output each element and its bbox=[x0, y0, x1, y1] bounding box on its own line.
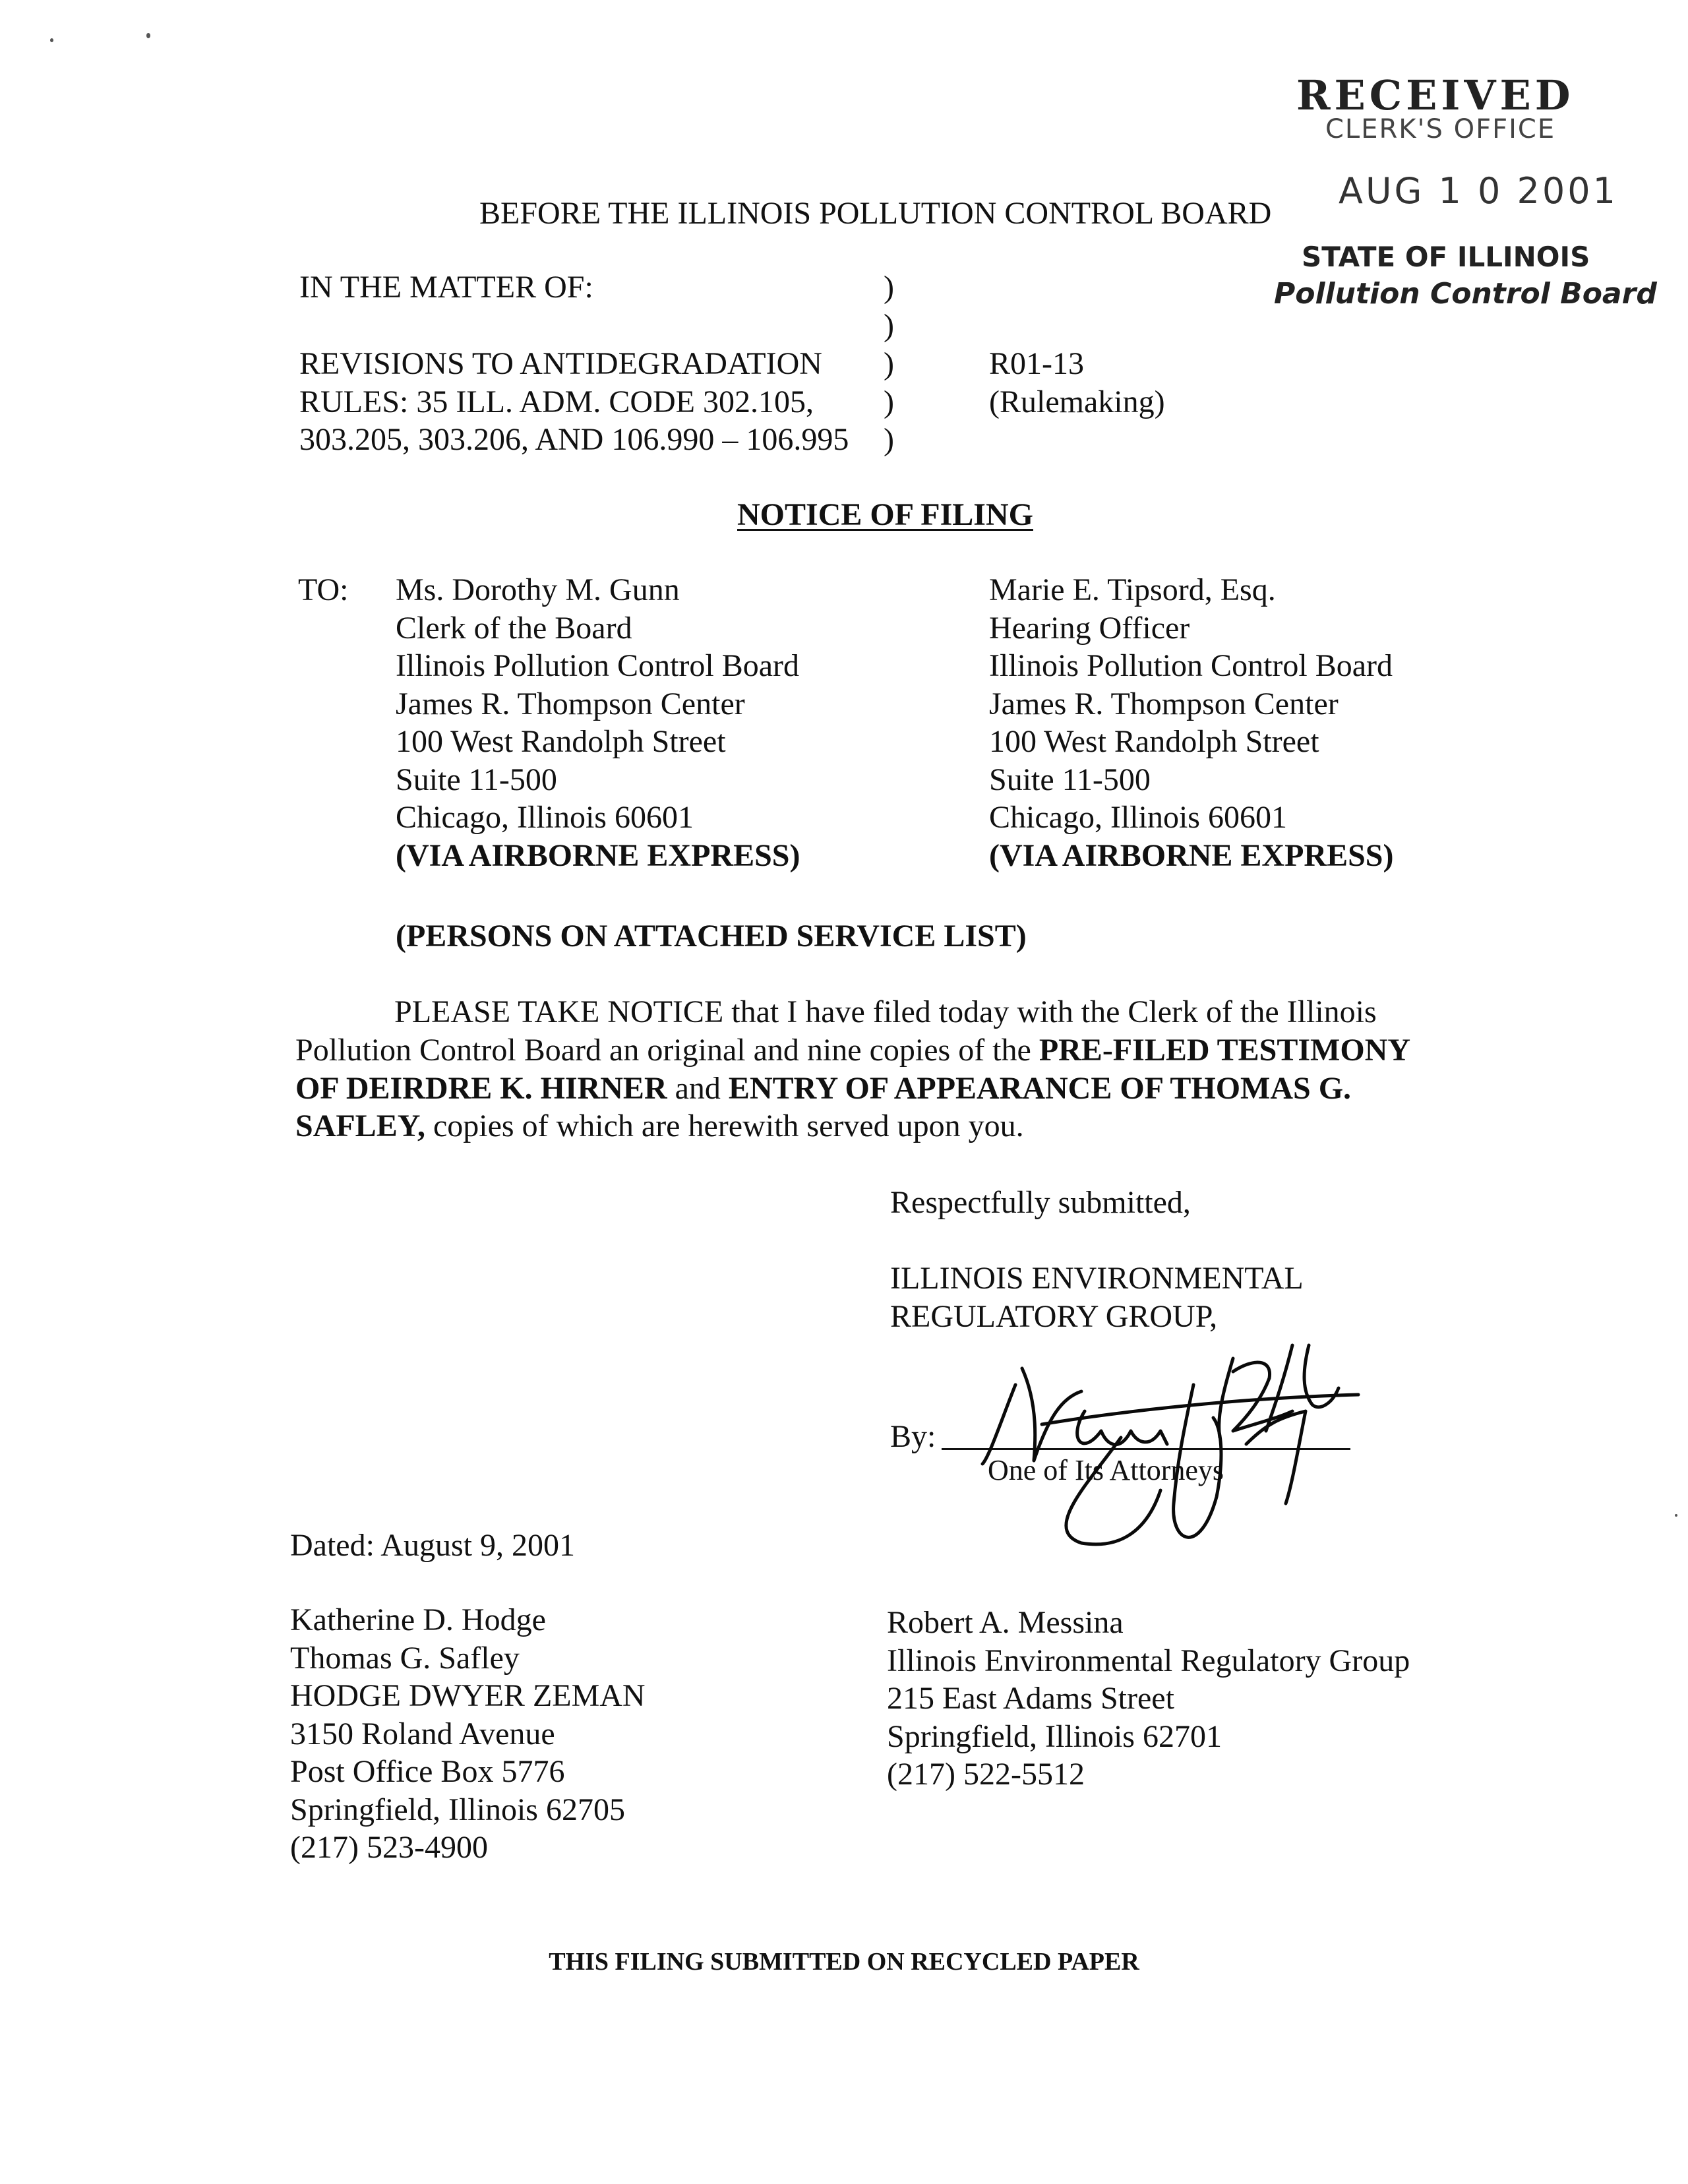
footer-note: THIS FILING SUBMITTED ON RECYCLED PAPER bbox=[549, 1948, 1139, 1976]
caption-line: RULES: 35 ILL. ADM. CODE 302.105, bbox=[299, 384, 814, 419]
recipient-address bbox=[989, 571, 1393, 874]
address-line: (217) 523-4900 bbox=[290, 1830, 488, 1865]
caption-line: REVISIONS TO ANTIDEGRADATION bbox=[299, 346, 822, 381]
address-line: Katherine D. Hodge bbox=[290, 1602, 546, 1637]
address-line: James R. Thompson Center bbox=[396, 686, 745, 721]
caption-matter: IN THE MATTER OF: bbox=[299, 270, 593, 305]
stamp-clerks-office: CLERK'S OFFICE bbox=[1325, 114, 1556, 144]
counsel-address bbox=[887, 1604, 1410, 1794]
caption-paren: ) bbox=[884, 308, 894, 343]
case-type: (Rulemaking) bbox=[989, 384, 1165, 419]
address-line: Suite 11-500 bbox=[396, 762, 557, 797]
address-line: 100 West Randolph Street bbox=[396, 724, 726, 759]
by-label: By: bbox=[890, 1419, 936, 1454]
address-line: Hearing Officer bbox=[989, 610, 1190, 646]
address-line: Robert A. Messina bbox=[887, 1605, 1124, 1640]
caption-paren: ) bbox=[884, 384, 894, 419]
address-line: 100 West Randolph Street bbox=[989, 724, 1319, 759]
address-line: Illinois Environmental Regulatory Group bbox=[887, 1643, 1410, 1678]
org-name: REGULATORY GROUP, bbox=[890, 1299, 1218, 1334]
body-text: Pollution Control Board an original and nine copies of the bbox=[295, 1033, 1039, 1068]
caption-paren: ) bbox=[884, 346, 894, 381]
closing: Respectfully submitted, bbox=[890, 1185, 1191, 1220]
address-line: HODGE DWYER ZEMAN bbox=[290, 1678, 646, 1713]
body-emphasis: PRE-FILED TESTIMONY bbox=[1039, 1033, 1411, 1068]
caption-paren: ) bbox=[884, 270, 894, 305]
address-line: Clerk of the Board bbox=[396, 610, 632, 646]
caption-line: 303.205, 303.206, AND 106.990 – 106.995 bbox=[299, 422, 849, 457]
address-line: Chicago, Illinois 60601 bbox=[396, 800, 694, 835]
address-line: Illinois Pollution Control Board bbox=[396, 648, 800, 683]
case-number: R01-13 bbox=[989, 346, 1084, 381]
address-line: 215 East Adams Street bbox=[887, 1681, 1174, 1716]
stamp-date: AUG 1 0 2001 bbox=[1339, 170, 1618, 212]
delivery-method: (VIA AIRBORNE EXPRESS) bbox=[396, 837, 800, 873]
address-line: Illinois Pollution Control Board bbox=[989, 648, 1393, 683]
address-line: Ms. Dorothy M. Gunn bbox=[396, 572, 680, 607]
address-line: James R. Thompson Center bbox=[989, 686, 1339, 721]
body-text: copies of which are herewith served upon you. bbox=[425, 1108, 1024, 1143]
counsel-address bbox=[290, 1601, 646, 1867]
body-line bbox=[295, 1107, 1024, 1145]
scan-speck bbox=[50, 38, 53, 42]
delivery-method: (VIA AIRBORNE EXPRESS) bbox=[989, 837, 1394, 873]
signer-role: One of Its Attorneys bbox=[988, 1454, 1224, 1486]
body-line bbox=[295, 1070, 1351, 1108]
body-text: and bbox=[667, 1071, 729, 1106]
org-name: ILLINOIS ENVIRONMENTAL bbox=[890, 1261, 1304, 1296]
body-emphasis: ENTRY OF APPEARANCE OF THOMAS G. bbox=[728, 1071, 1352, 1106]
service-list-note: (PERSONS ON ATTACHED SERVICE LIST) bbox=[396, 919, 1027, 954]
body-emphasis: OF DEIRDRE K. HIRNER bbox=[295, 1071, 667, 1106]
scan-speck bbox=[146, 33, 150, 38]
address-line: Chicago, Illinois 60601 bbox=[989, 800, 1287, 835]
document-header: BEFORE THE ILLINOIS POLLUTION CONTROL BOARD bbox=[479, 196, 1272, 231]
address-line: Thomas G. Safley bbox=[290, 1640, 520, 1676]
notice-title: NOTICE OF FILING bbox=[737, 497, 1033, 532]
stamp-state: STATE OF ILLINOIS bbox=[1302, 241, 1590, 273]
handwritten-signature bbox=[923, 1332, 1398, 1569]
address-line: Springfield, Illinois 62705 bbox=[290, 1792, 625, 1827]
date-line: Dated: August 9, 2001 bbox=[290, 1528, 575, 1563]
address-line: Marie E. Tipsord, Esq. bbox=[989, 572, 1276, 607]
body-emphasis: SAFLEY, bbox=[295, 1108, 425, 1143]
address-line: (217) 522-5512 bbox=[887, 1757, 1085, 1792]
body-line: PLEASE TAKE NOTICE that I have filed today with the Clerk of the Illinois bbox=[394, 994, 1377, 1029]
address-line: Suite 11-500 bbox=[989, 762, 1151, 797]
address-line: Post Office Box 5776 bbox=[290, 1754, 565, 1789]
stamp-board: Pollution Control Board bbox=[1274, 277, 1657, 311]
caption-paren: ) bbox=[884, 422, 894, 457]
stamp-received: RECEIVED bbox=[1296, 71, 1575, 119]
body-line bbox=[295, 1031, 1410, 1070]
scan-speck bbox=[1675, 1514, 1677, 1517]
address-line: 3150 Roland Avenue bbox=[290, 1716, 555, 1751]
recipient-address bbox=[396, 571, 800, 874]
address-line: Springfield, Illinois 62701 bbox=[887, 1718, 1222, 1754]
to-label: TO: bbox=[298, 572, 349, 607]
